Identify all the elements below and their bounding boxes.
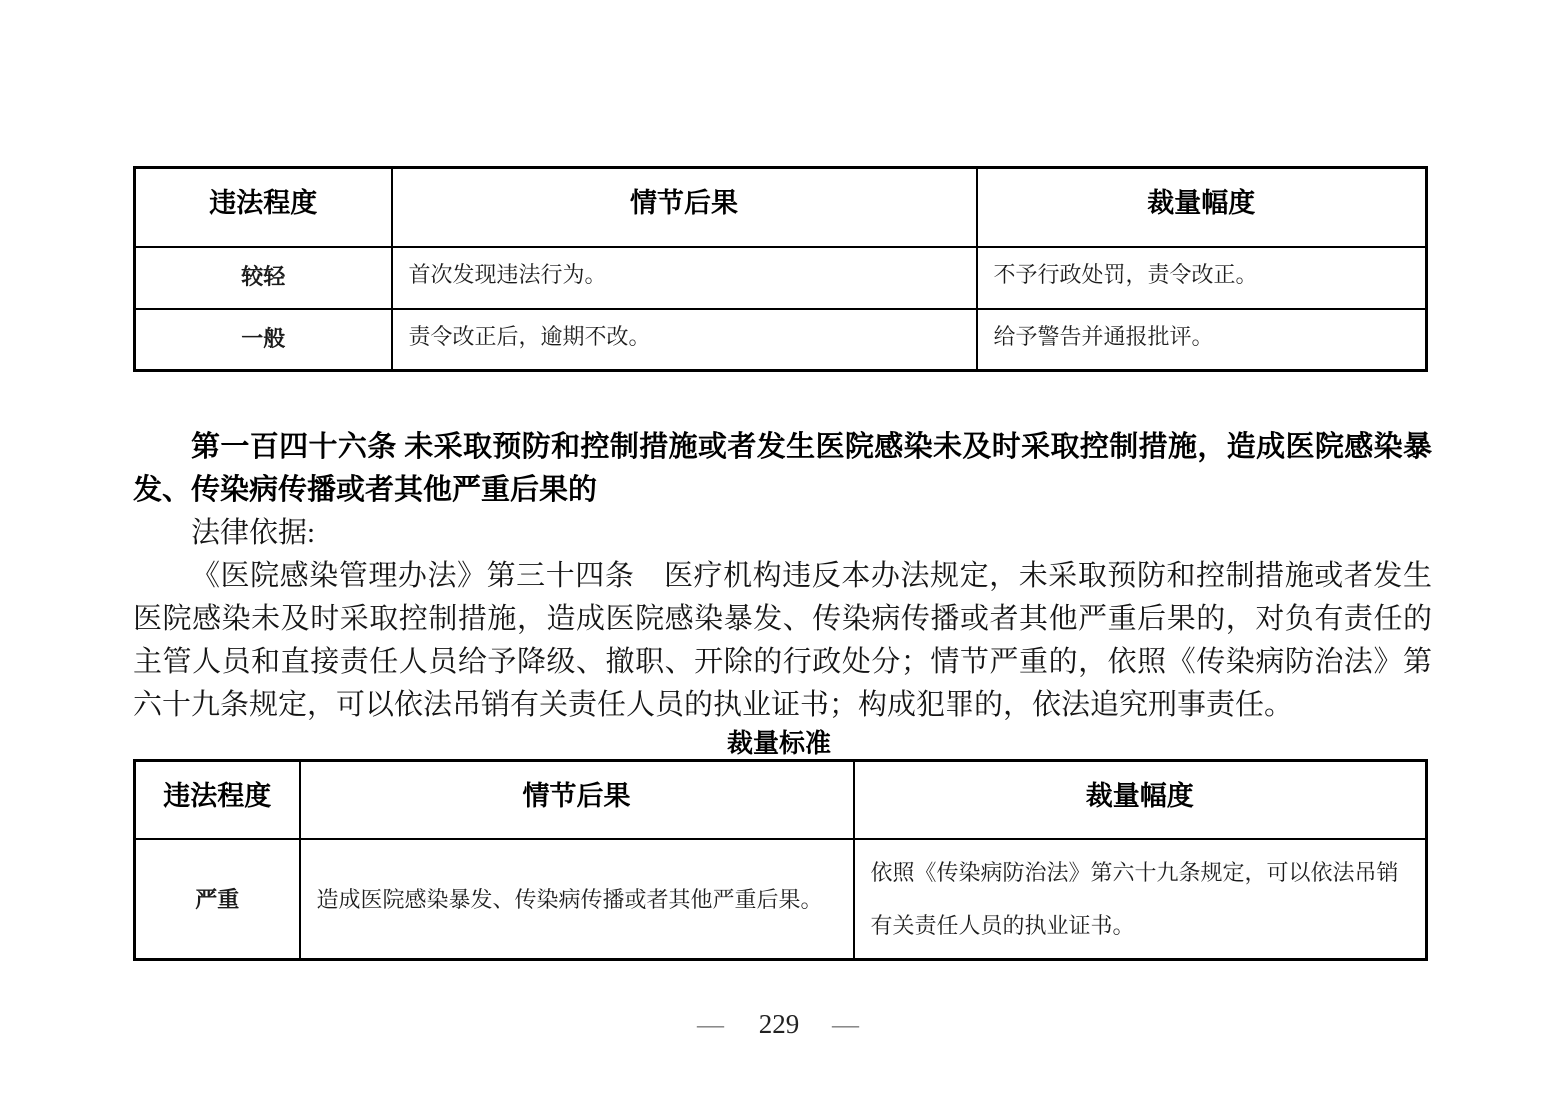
page-number-value: 229 [758, 1008, 800, 1039]
circumstance-cell: 责令改正后，逾期不改。 [392, 309, 977, 371]
header-discretion-range: 裁量幅度 [854, 761, 1427, 839]
discretion-table-top [133, 166, 1428, 372]
header-discretion-range: 裁量幅度 [977, 168, 1427, 247]
table-row [135, 309, 1427, 371]
table-row [135, 247, 1427, 309]
legal-basis-text: 《医院感染管理办法》第三十四条 医疗机构违反本办法规定，未采取预防和控制措施或者发生医院感染未及时采取控制措施，造成医院感染暴发、传染病传播或者其他严重后果的，对负有责任的主管人员和直接责任人员给予降级、撤职、开除的行政处分；情节严重的，依照《传染病防治法》第六十九条规定，可以依法吊销有关责任人员的执业证书；构成犯罪的，依法追究刑事责任。 [133, 560, 1432, 721]
page-number [0, 1009, 1558, 1040]
degree-cell: 较轻 [135, 247, 392, 309]
header-circumstance: 情节后果 [392, 168, 977, 247]
discretion-standard-heading: 裁量标准 [726, 728, 831, 758]
table-header-row [135, 761, 1427, 839]
discretion-cell: 给予警告并通报批评。 [977, 309, 1427, 371]
circumstance-cell: 造成医院感染暴发、传染病传播或者其他严重后果。 [300, 839, 854, 960]
table-row [135, 839, 1427, 960]
degree-cell: 一般 [135, 309, 392, 371]
legal-basis-label: 法律依据: [191, 517, 316, 549]
discretion-table-bottom [133, 759, 1428, 961]
circumstance-cell: 首次发现违法行为。 [392, 247, 977, 309]
page-number-dash-right: — [832, 1008, 861, 1039]
table-header-row [135, 168, 1427, 247]
page-number-dash-left: — [697, 1008, 726, 1039]
discretion-cell: 不予行政处罚，责令改正。 [977, 247, 1427, 309]
article-heading: 第一百四十六条 未采取预防和控制措施或者发生医院感染未及时采取控制措施，造成医院感染暴发、传染病传播或者其他严重后果的 [133, 431, 1432, 506]
header-circumstance: 情节后果 [300, 761, 854, 839]
article-text-block [133, 426, 1432, 727]
degree-cell: 严重 [135, 839, 300, 960]
header-violation-degree: 违法程度 [135, 761, 300, 839]
header-violation-degree: 违法程度 [135, 168, 392, 247]
discretion-cell: 依照《传染病防治法》第六十九条规定，可以依法吊销有关责任人员的执业证书。 [854, 839, 1427, 960]
